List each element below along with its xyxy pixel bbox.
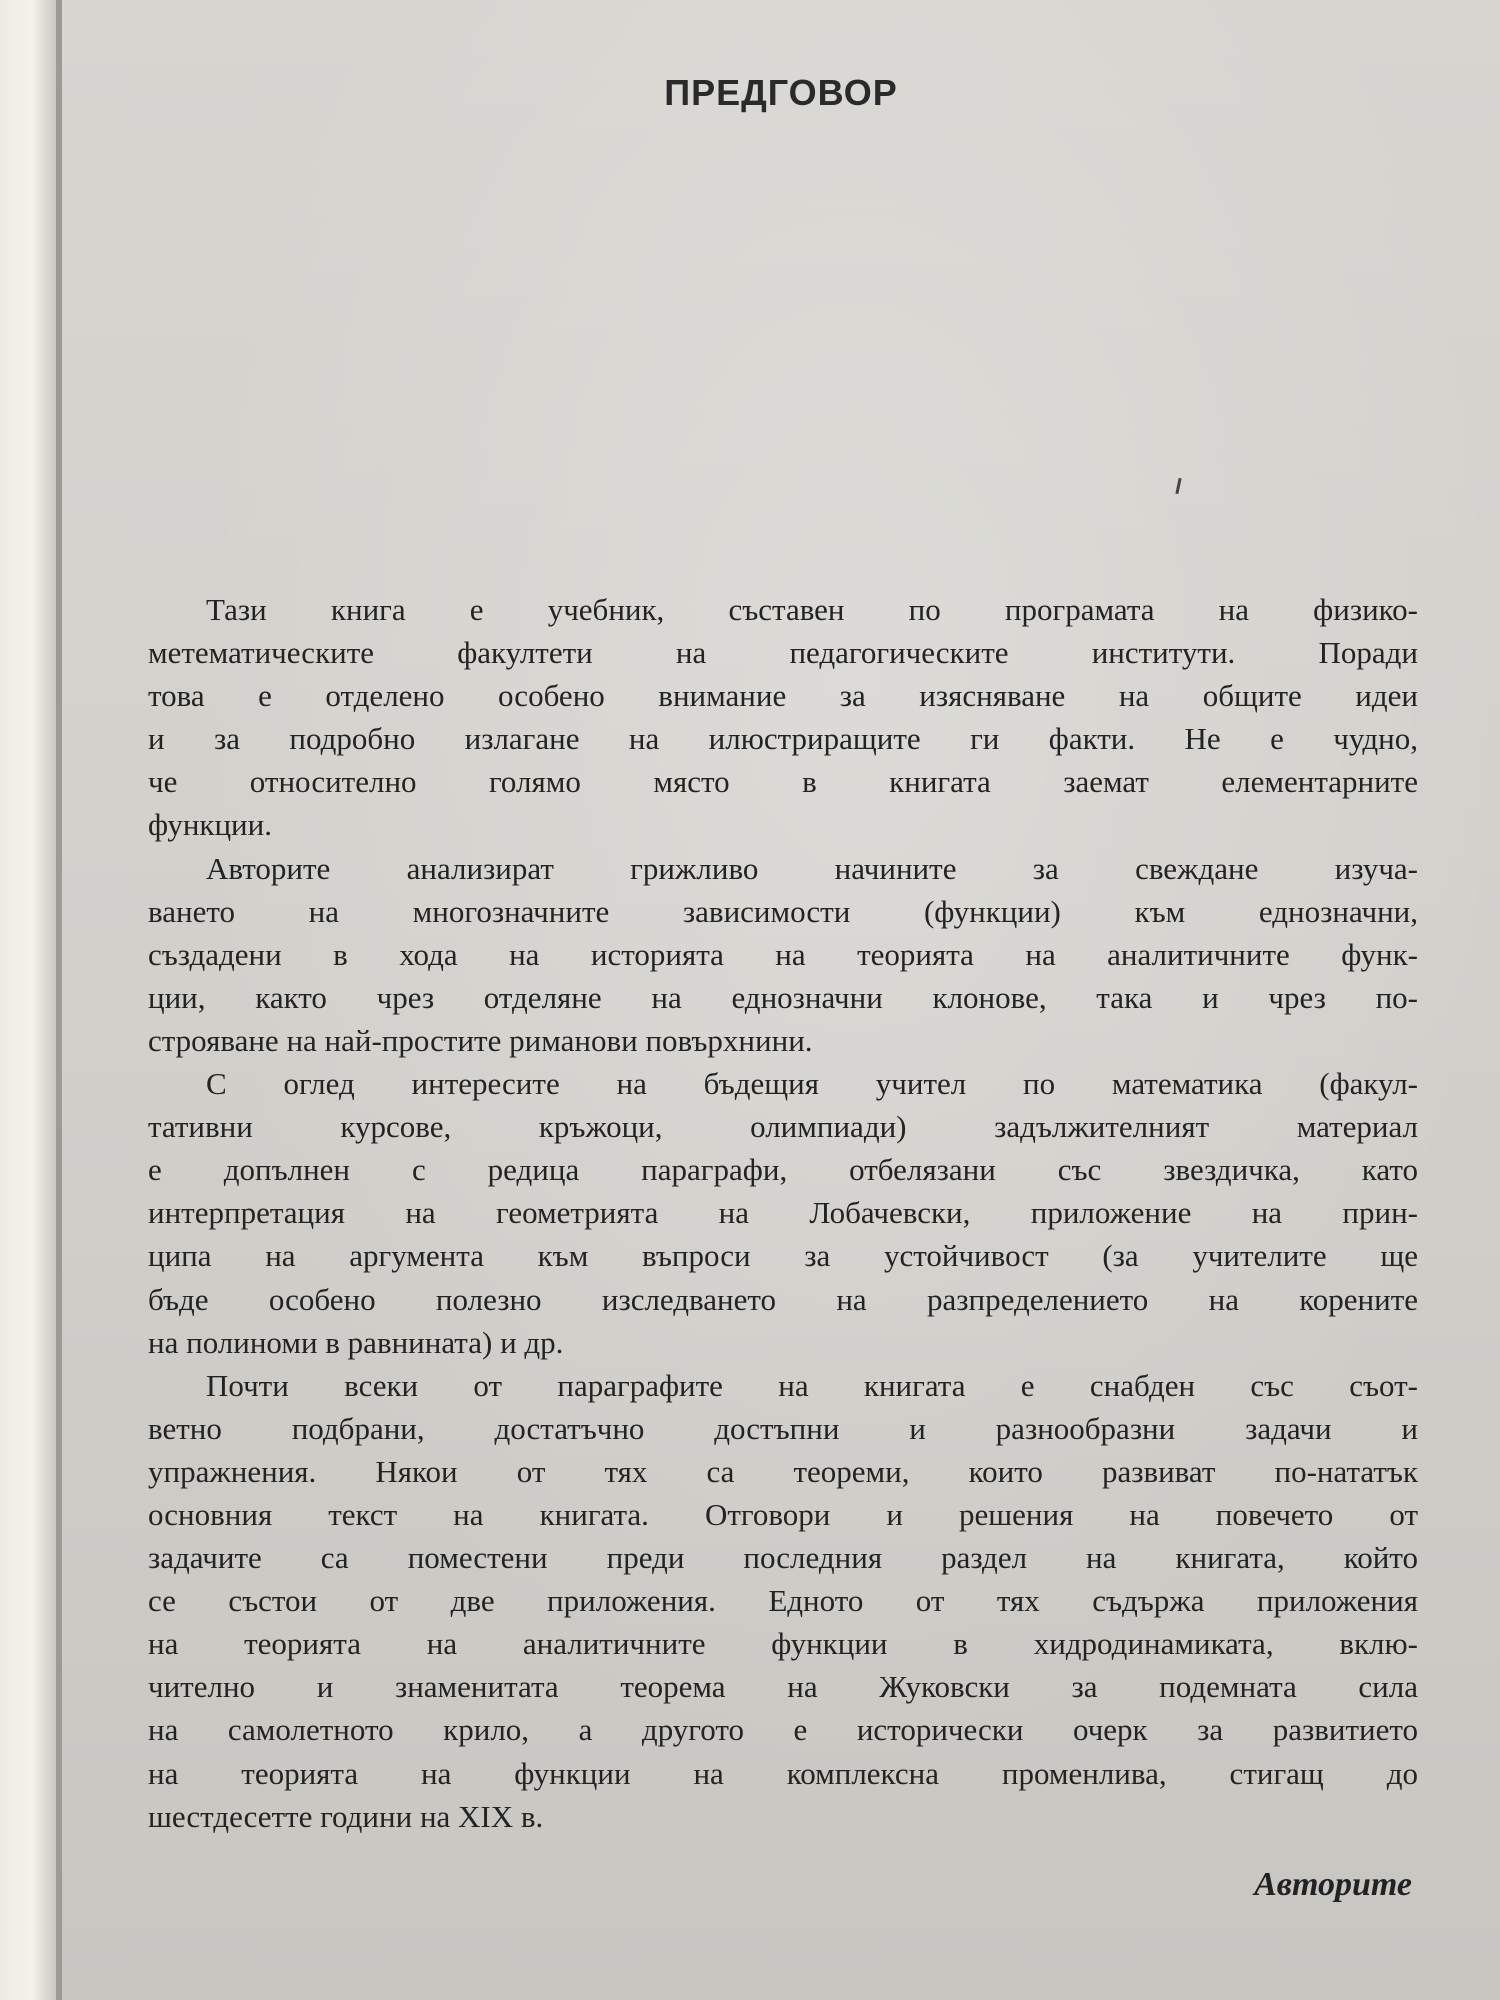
paragraph-2-line: създадени в хода на историята на теорията на аналитичните функ- xyxy=(148,936,1418,972)
paragraph-1-line: функции. xyxy=(148,807,272,843)
paragraph-4-line: на теорията на аналитичните функции в хидродинамиката, вклю- xyxy=(148,1626,1418,1662)
paragraph-4-line: ветно подбрани, достатъчно достъпни и разнообразни задачи и xyxy=(148,1410,1418,1446)
paragraph-2-line: Авторите анализират грижливо начините за свеждане изуча- xyxy=(206,850,1418,886)
paragraph-4-line: упражнения. Някои от тях са теореми, които развиват по-нататък xyxy=(148,1453,1418,1489)
paragraph-1-line: това е отделено особено внимание за изясняване на общите идеи xyxy=(148,678,1418,714)
paragraph-3-line: тативни курсове, кръжоци, олимпиади) задължителният материал xyxy=(148,1109,1418,1145)
paragraph-4-line: на теорията на функции на комплексна променлива, стигащ до xyxy=(148,1755,1418,1791)
paper-page xyxy=(62,0,1500,2000)
paragraph-3-line: е допълнен с редица параграфи, отбелязани със звездичка, като xyxy=(148,1152,1418,1188)
paragraph-3-line: на полиноми в равнината) и др. xyxy=(148,1324,564,1360)
preface-body xyxy=(148,588,1418,1838)
paragraph-3-line: С оглед интересите на бъдещия учител по математика (факул- xyxy=(206,1066,1418,1102)
page-title: ПРЕДГОВОР xyxy=(664,72,898,113)
stray-pen-mark xyxy=(1175,478,1181,494)
paragraph-4-line: се състои от две приложения. Едното от тях съдържа приложения xyxy=(148,1583,1418,1619)
paragraph-4-line: чително и знаменитата теорема на Жуковски за подемната сила xyxy=(148,1669,1418,1705)
page-edge xyxy=(0,0,58,2000)
paragraph-2-line: ции, както чрез отделяне на еднозначни клонове, така и чрез по- xyxy=(148,979,1418,1015)
paragraph-2-line: ването на многозначните зависимости (функции) към еднозначни, xyxy=(148,893,1418,929)
paragraph-1-line: Тази книга е учебник, съставен по програмата на физико- xyxy=(206,592,1418,627)
paragraph-3-line: ципа на аргумента към въпроси за устойчивост (за учителите ще xyxy=(148,1238,1418,1274)
paragraph-4-line: на самолетното крило, а другото е исторически очерк за развитието xyxy=(148,1712,1418,1748)
paragraph-1-line: и за подробно излагане на илюстриращите ги факти. Не е чудно, xyxy=(148,721,1418,757)
paragraph-4-line: Почти всеки от параграфите на книгата е снабден със съот- xyxy=(206,1367,1418,1403)
paragraph-1-line: метематическите факултети на педагогическите институти. Поради xyxy=(148,635,1418,671)
paragraph-4-line: шестдесетте години на XIX в. xyxy=(148,1798,544,1834)
paragraph-3-line: интерпретация на геометрията на Лобачевски, приложение на прин- xyxy=(148,1195,1418,1231)
paragraph-2-line: строяване на най-простите риманови повърхнини. xyxy=(148,1022,813,1058)
paragraph-4-line: основния текст на книгата. Отговори и решения на повечето от xyxy=(148,1496,1418,1532)
paragraph-3-line: бъде особено полезно изследването на разпределението на корените xyxy=(148,1281,1418,1317)
paragraph-4-line: задачите са поместени преди последния раздел на книгата, който xyxy=(148,1540,1418,1576)
paragraph-1-line: че относително голямо място в книгата заемат елементарните xyxy=(148,764,1418,800)
signature: Авторите xyxy=(1254,1866,1412,1903)
